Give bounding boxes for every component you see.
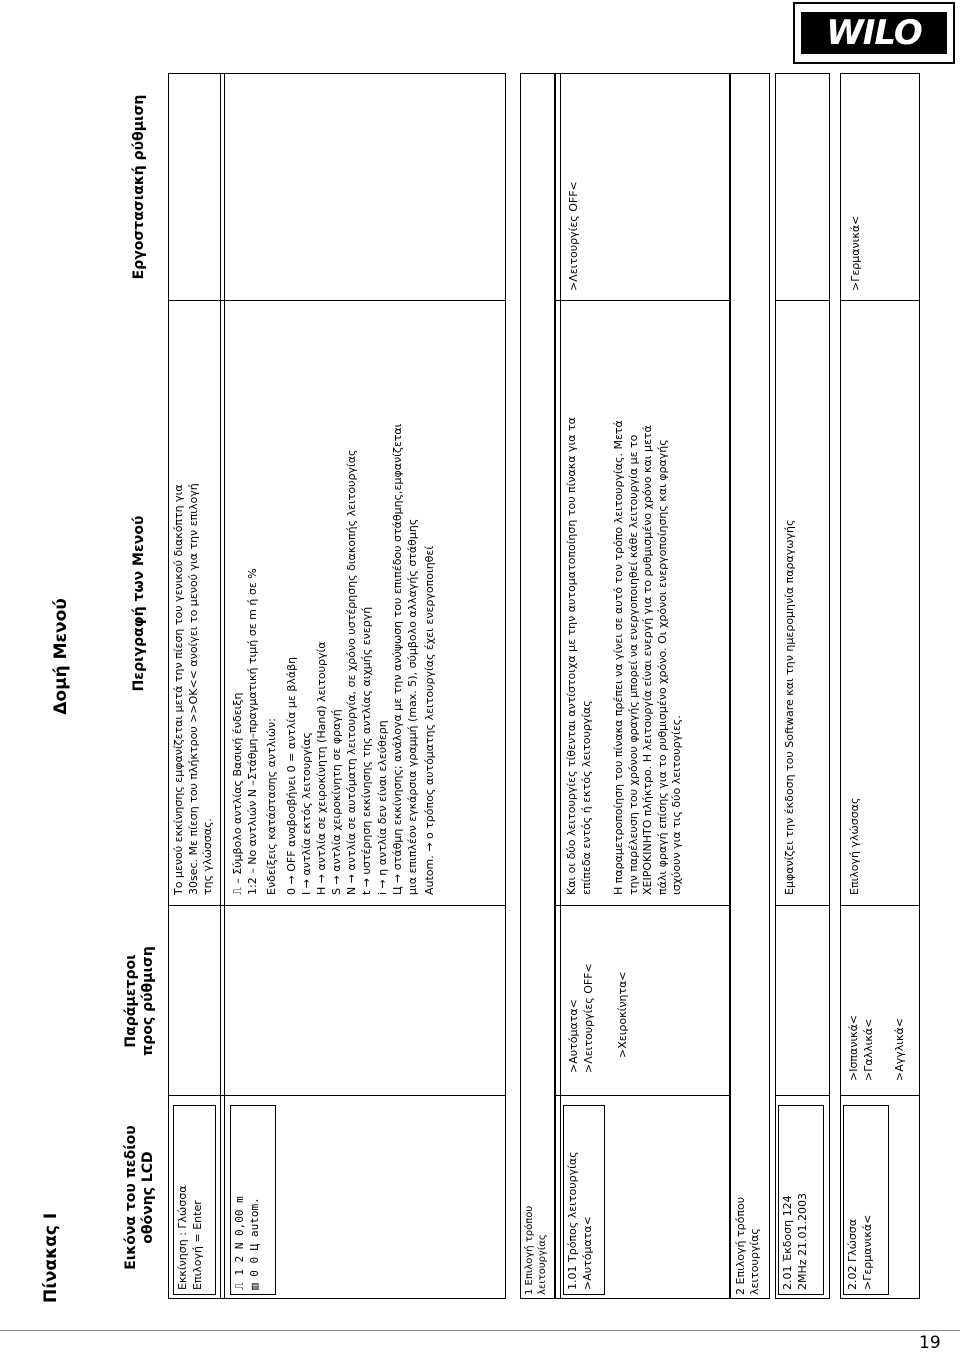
params-mode-a: >Αυτόματα< >Λειτουργίες OFF<: [567, 963, 596, 1073]
col-divider: [168, 905, 506, 906]
section-2-label: 2 Επιλογή τρόπου λειτουργίας: [734, 1196, 762, 1295]
params-mode-b: >Χειροκίνητα<: [616, 971, 629, 1058]
desc-line: 0 → OFF αναβοσβήνει 0 = αντλία με βλάβη: [284, 656, 298, 895]
desc-line: I → αντλία εκτός λειτουργίας: [299, 731, 313, 895]
col-divider: [840, 1095, 920, 1096]
desc-version: Εμφανίζει την έκδοση του Software και την ημερομηνία παραγωγής: [783, 519, 796, 895]
factory-mode: >Λειτουργίες OFF<: [567, 181, 580, 291]
desc-line: t → υστέρηση εκκίνησης της αντλίας αιχμής ενεργή: [360, 606, 374, 895]
row-divider: [560, 73, 561, 1299]
col-divider: [775, 905, 830, 906]
desc-status: [230, 305, 437, 895]
section-1-label: 1 Επιλογή τρόπου λειτουργίας: [524, 1205, 548, 1295]
lcd-language: 2.02 Γλώσσα >Γερμανικά<: [843, 1105, 889, 1295]
header-description: Περιγραφή των Μενού: [131, 515, 148, 692]
params-language-a: >Ισπανικά< >Γαλλικά<: [847, 1014, 876, 1081]
lcd-version: 2.01 Έκδοση 124 2MHz 21.01.2003: [778, 1105, 824, 1295]
params-language-b: >Αγγλικά<: [893, 1018, 906, 1081]
header-factory: Εργοστασιακή ρύθμιση: [131, 94, 148, 280]
desc-line: S → αντλία χειροκίνητη σε φραγή: [330, 709, 344, 895]
col-divider: [775, 1095, 830, 1096]
desc-line: μια επιπλέον εγκάρσια γραμμή (max. 5), σύμβολο αλλαγής στάθμης: [405, 518, 419, 895]
desc-line: i → η αντλία δεν είναι ελεύθερη: [375, 720, 389, 895]
lcd-mode: 1.01 Τρόπος λειτουργίας >Αυτόματα<: [563, 1105, 605, 1295]
factory-language: >Γερμανικά<: [849, 215, 862, 291]
wilo-logo-text: WILO: [801, 12, 947, 54]
desc-mode-b: Η παραμετροποίηση του πίνακα πρέπει να γίνει σε αυτό τον τρόπο λειτουργίας. Μετά την παρέλευση του χρόνου φραγής μπορεί να ενεργοποιηθεί κάθε λειτουργία με το ΧΕΙΡΟΚΙΝΗΤΟ πλήκτρο. Η λειτουργία είναι ενεργή για το ρυθμισμένο χρόνο και μετά πάλι φραγή επίσης για το ρυθμισμένο χρόνο. Οι χρόνοι ενεργοποίησης και φραγής ισχύουν για τις δύο λειτουργίες.: [612, 420, 684, 895]
rotated-table-page: [30, 0, 910, 1313]
col-divider: [555, 300, 730, 301]
desc-line: Ενδείξεις κατάστασης αντλιών:: [265, 718, 279, 895]
desc-line: 1:2 – Νο αντλιών N –Στάθμη–πραγματική τιμή σε m ή σε %: [246, 568, 260, 895]
lcd-status: ⎍ 1 2 N 0,00 m ▥ 0 0 Ц autom.: [230, 1105, 276, 1295]
desc-line: N → αντλία σε αυτόματη λειτουργία, σε χρόνο υστέρησης διακοπής λειτουργίας: [345, 449, 359, 895]
table-label: Πίνακας Ι: [41, 1212, 61, 1303]
col-divider: [775, 300, 830, 301]
col-divider: [555, 1095, 730, 1096]
col-divider: [168, 300, 506, 301]
col-divider: [168, 1095, 506, 1096]
desc-line: ⎍ – Σύμβολο αντλίας Βασική ένδειξη: [231, 692, 244, 895]
col-divider: [555, 905, 730, 906]
desc-start: Το μενού εκκίνησης εμφανίζεται μετά την πίεση του γενικού διακόπτη για 30sec. Με πίεση του πλήκτρου >>OK<< ανοίγει το μενού για την επιλογή της γλώσσας.: [172, 483, 215, 895]
desc-line: H → αντλία σε χειροκίνητη (Hand) λειτουργία: [314, 641, 328, 895]
col-divider: [840, 300, 920, 301]
desc-line: Ц → στάθμη εκκίνησης; ανάλογα με την ανύψωση του επιπέδου στάθμης,εμφανίζεται: [390, 423, 404, 895]
row-divider: [220, 73, 225, 1299]
header-params: Παράμετροι προς ρύθμιση: [122, 946, 156, 1056]
header-lcd: Εικόνα του πεδίου οθόνης LCD: [122, 1125, 156, 1270]
desc-line: Autom. → ο τρόπος αυτόματης λειτουργίας έχει ενεργοποιηθεί: [423, 545, 437, 895]
page-title: Δομή Μενού: [51, 598, 71, 715]
lcd-start: Εκκίνηση : Γλώσσα Επιλογή = Enter: [173, 1105, 216, 1295]
col-divider: [840, 905, 920, 906]
page-number: 19: [919, 1333, 941, 1353]
footer-rule: [0, 1330, 960, 1331]
desc-mode-a: Και οι δύο λειτουργίες τίθενται αντίστοιχα με την αυτοματοποίηση του πίνακα για τα επίπεδα εντός ή εκτός λειτουργίας: [565, 417, 593, 895]
desc-language: Επιλογή γλώσσας: [848, 797, 861, 895]
